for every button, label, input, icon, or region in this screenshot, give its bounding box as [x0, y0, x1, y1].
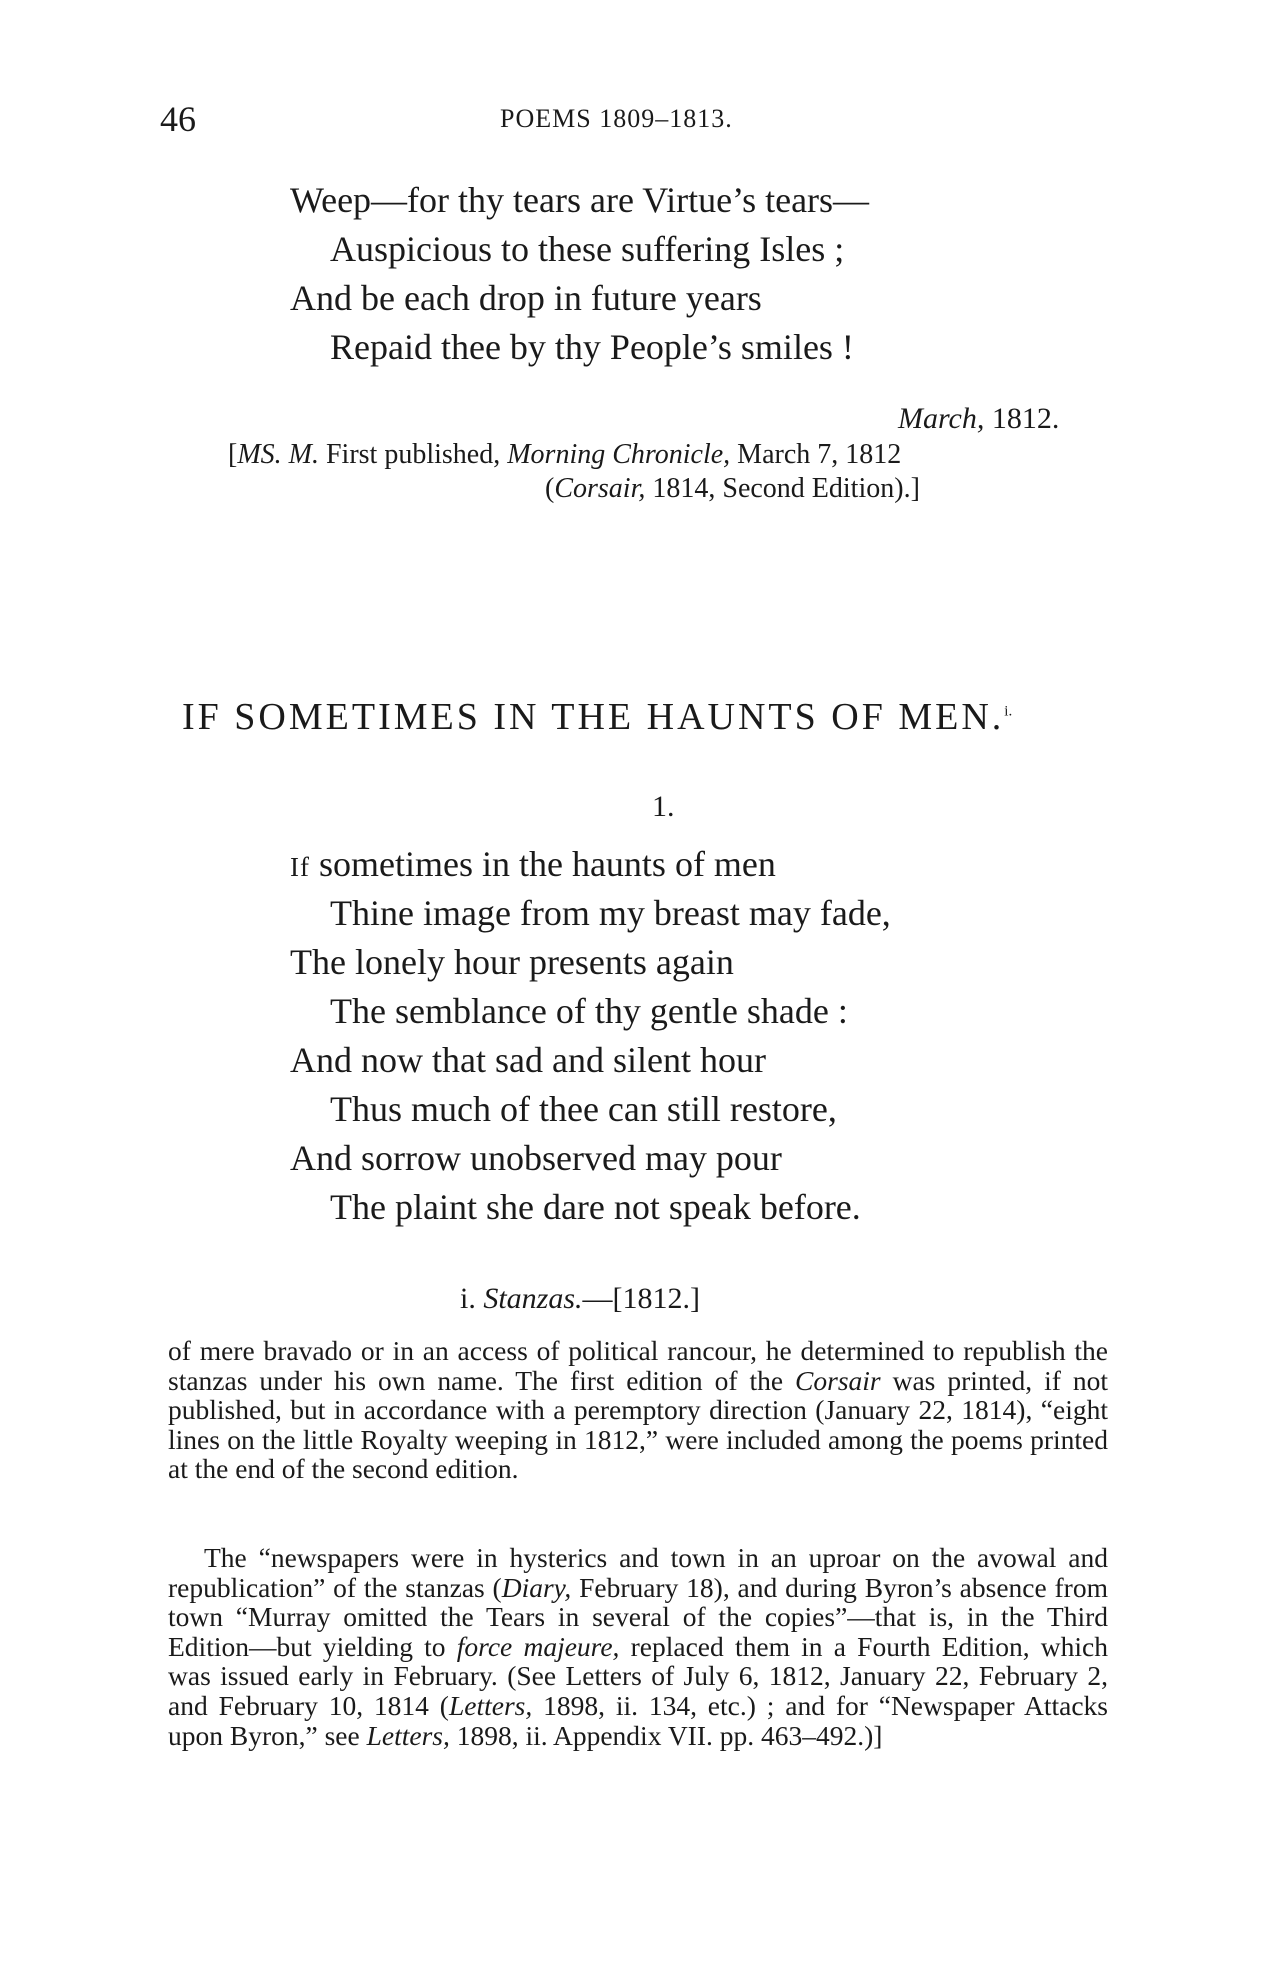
footnote-italic: force majeure,: [456, 1630, 620, 1662]
variant-label: i.: [460, 1282, 484, 1315]
date-year: 1812.: [991, 402, 1060, 435]
verse-line: Weep—for thy tears are Virtue’s tears—: [290, 180, 870, 220]
source-date: March 7, 1812: [730, 439, 902, 470]
source-edition: 1814, Second Edition).]: [645, 473, 920, 504]
newspaper-title: Morning Chronicle,: [507, 439, 731, 470]
poem-1-stanza: [290, 176, 869, 372]
footnote-italic: Letters,: [448, 1689, 533, 1721]
verse-line: And be each drop in future years: [290, 278, 762, 318]
source-note-line-2: [545, 472, 920, 506]
poem-2-stanza: [290, 840, 891, 1232]
verse-line: The plaint she dare not speak before.: [330, 1187, 861, 1227]
source-note-line-1: [228, 438, 901, 472]
poem-title: [182, 695, 1012, 739]
footnote-text: The “newspapers were in hysterics and town in an uproar on the avowal and republication” of the stanzas (: [168, 1542, 1108, 1603]
variant-date: —[1812.]: [582, 1282, 701, 1315]
title-note-ref: i.: [1004, 703, 1013, 720]
footnote-paragraph-1: [168, 1336, 1108, 1484]
footnote-paragraph-2: [168, 1543, 1108, 1750]
page-number: 46: [160, 99, 196, 139]
footnote-italic: Diary,: [501, 1571, 572, 1603]
footnote-text: replaced them in a Fourth Edition, which was issued early in February. (See Letters of July 6, 1812, January 22, February 2, and February 10, 1814 (: [168, 1630, 1108, 1721]
paren: (: [545, 473, 555, 504]
footnote-text: 1898, ii. Appendix VII. pp. 463–492.)]: [449, 1719, 883, 1751]
verse-line: Thus much of thee can still restore,: [330, 1089, 837, 1129]
stanza-number: 1.: [652, 790, 675, 823]
verse-line: The semblance of thy gentle shade :: [330, 991, 848, 1031]
verse-line: And now that sad and silent hour: [290, 1040, 766, 1080]
work-title: Corsair,: [554, 473, 646, 504]
verse-line: And sorrow unobserved may pour: [290, 1138, 782, 1178]
poem-title-text: IF SOMETIMES IN THE HAUNTS OF MEN.: [182, 696, 1005, 738]
manuscript-ref: MS. M.: [237, 439, 319, 470]
verse-line: The lonely hour presents again: [290, 942, 734, 982]
small-caps-opening: If: [290, 852, 310, 882]
date-month: March,: [898, 402, 985, 435]
footnote-italic: Corsair: [795, 1364, 881, 1396]
bracket: [: [228, 439, 238, 470]
variant-note: [460, 1282, 700, 1316]
running-head: POEMS 1809–1813.: [500, 104, 733, 133]
poem-date: [898, 402, 1059, 436]
verse-line: Auspicious to these suffering Isles ;: [330, 229, 845, 269]
footnote-text: was printed, if not published, but in accordance with a peremptory direction (January 22, 1814), “eight lines on the little Royalty weeping in 1812,” were included among the poems printed at the end of the second edition.: [168, 1364, 1108, 1485]
verse-line-first: [290, 840, 891, 889]
first-line-rest: sometimes in the haunts of men: [309, 844, 776, 884]
footnote-text: February 18), and during Byron’s absence from town “Murray omitted the Tears in several of the copies”—that is, in the Third Edition—but yielding to: [168, 1571, 1108, 1662]
verse-line: Repaid thee by thy People’s smiles !: [330, 327, 854, 367]
footnote-text: 1898, ii. 134, etc.) ; and for “Newspaper Attacks upon Byron,” see: [168, 1689, 1108, 1751]
source-text: First published,: [318, 439, 508, 470]
verse-line: Thine image from my breast may fade,: [330, 893, 891, 933]
footnote-italic: Letters,: [366, 1719, 450, 1751]
footnote-text: of mere bravado or in an access of political rancour, he determined to republish the stanzas under his own name. The first edition of the: [168, 1335, 1108, 1396]
variant-title: Stanzas.: [483, 1282, 583, 1315]
